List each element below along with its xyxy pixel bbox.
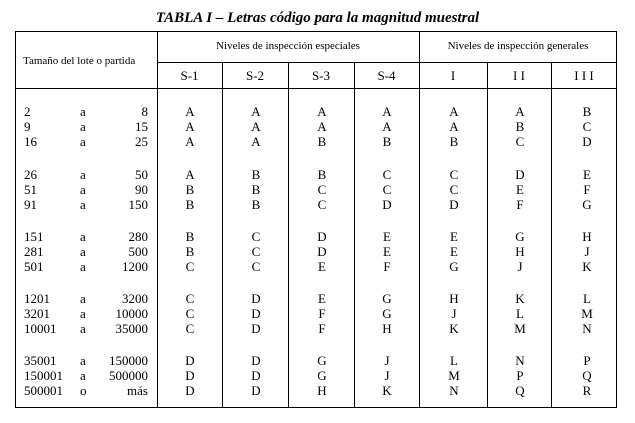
code-letter-s3: D xyxy=(317,244,327,259)
special-levels-header: Niveles de inspección especiales xyxy=(216,40,360,52)
code-letter-s4: C xyxy=(382,167,392,182)
lot-size-to: 150 xyxy=(128,197,148,212)
code-letter-s1: B xyxy=(185,244,195,259)
divider-group-header xyxy=(157,62,617,63)
code-letter-s2: D xyxy=(251,383,261,398)
code-letter-s2: A xyxy=(251,134,261,149)
lot-size-from: 16 xyxy=(24,134,37,149)
code-letter-i: J xyxy=(451,306,457,321)
lot-size-separator: a xyxy=(80,291,86,306)
code-letter-s3: F xyxy=(318,321,326,336)
lot-size-from: 1201 xyxy=(24,291,50,306)
code-letter-iii: L xyxy=(583,291,591,306)
code-letter-i: K xyxy=(449,321,459,336)
code-letter-s4: J xyxy=(384,353,390,368)
code-letter-iii: J xyxy=(584,244,590,259)
code-letter-iii: C xyxy=(582,119,592,134)
column-header-s4: S-4 xyxy=(377,68,396,83)
lot-size-separator: a xyxy=(80,134,86,149)
code-letter-iii: K xyxy=(582,259,592,274)
code-letter-s1: C xyxy=(185,291,195,306)
lot-size-from: 151 xyxy=(24,229,44,244)
lot-size-from: 9 xyxy=(24,119,31,134)
code-letter-i: H xyxy=(449,291,459,306)
code-letter-s4: E xyxy=(383,244,391,259)
code-letter-ii: A xyxy=(515,104,525,119)
code-letter-s4: K xyxy=(382,383,392,398)
code-letter-iii: M xyxy=(581,306,593,321)
lot-size-separator: a xyxy=(80,182,86,197)
column-header-ii: I I xyxy=(513,68,525,83)
lot-size-separator: a xyxy=(80,244,86,259)
code-letter-s3: C xyxy=(317,197,327,212)
code-letter-s4: E xyxy=(383,229,391,244)
code-letter-s3: G xyxy=(317,368,327,383)
code-letter-s3: A xyxy=(317,119,327,134)
column-header-s3: S-3 xyxy=(311,68,331,83)
code-letter-ii: P xyxy=(516,368,524,383)
divider-i-ii xyxy=(487,62,488,408)
lot-size-from: 501 xyxy=(24,259,44,274)
lot-size-separator: a xyxy=(80,119,86,134)
code-letter-iii: B xyxy=(582,104,592,119)
code-letter-ii: C xyxy=(515,134,525,149)
code-letter-s2: C xyxy=(251,244,261,259)
lot-size-from: 51 xyxy=(24,182,37,197)
code-letter-s1: C xyxy=(185,306,195,321)
code-letter-ii: E xyxy=(516,182,524,197)
lot-size-to: 90 xyxy=(135,182,148,197)
code-letter-ii: H xyxy=(515,244,525,259)
lot-size-to: 50 xyxy=(135,167,148,182)
code-letter-s3: F xyxy=(318,306,326,321)
code-letter-s3: A xyxy=(317,104,327,119)
code-letter-iii: D xyxy=(582,134,592,149)
code-letter-s1: A xyxy=(185,119,195,134)
code-letter-s1: B xyxy=(185,229,195,244)
code-letter-ii: K xyxy=(515,291,525,306)
code-letter-s2: D xyxy=(251,291,261,306)
code-letter-iii: H xyxy=(582,229,592,244)
code-letter-s1: A xyxy=(185,167,195,182)
lot-size-separator: a xyxy=(80,353,86,368)
lot-size-from: 150001 xyxy=(24,368,63,383)
code-letter-s4: G xyxy=(382,306,392,321)
code-letter-s1: D xyxy=(185,353,195,368)
code-letter-ii: Q xyxy=(515,383,525,398)
lot-size-separator: a xyxy=(80,167,86,182)
code-letter-ii: D xyxy=(515,167,525,182)
code-letter-iii: F xyxy=(583,182,591,197)
code-letter-s2: A xyxy=(251,119,261,134)
lot-size-to: 3200 xyxy=(122,291,148,306)
code-letter-i: A xyxy=(449,119,459,134)
lot-size-from: 35001 xyxy=(24,353,57,368)
lot-size-from: 26 xyxy=(24,167,37,182)
lot-size-separator: a xyxy=(80,104,86,119)
code-letter-i: M xyxy=(448,368,460,383)
code-letter-s2: C xyxy=(251,229,261,244)
lot-size-to: 150000 xyxy=(109,353,148,368)
code-letter-s3: G xyxy=(317,353,327,368)
code-letter-s1: D xyxy=(185,368,195,383)
code-letter-s3: C xyxy=(317,182,327,197)
lot-size-separator: o xyxy=(80,383,87,398)
code-letter-s4: B xyxy=(382,134,392,149)
code-letter-i: C xyxy=(449,167,459,182)
lot-size-separator: a xyxy=(80,197,86,212)
code-letter-i: B xyxy=(449,134,459,149)
code-letter-s4: D xyxy=(382,197,392,212)
code-letter-s4: A xyxy=(382,104,392,119)
code-letter-ii: N xyxy=(515,353,525,368)
code-letter-iii: G xyxy=(582,197,592,212)
code-letter-s2: A xyxy=(251,104,261,119)
lot-size-from: 3201 xyxy=(24,306,50,321)
divider-s2-s3 xyxy=(288,62,289,408)
code-letter-iii: R xyxy=(582,383,592,398)
code-letter-i: N xyxy=(449,383,459,398)
divider-ii-iii xyxy=(551,62,552,408)
code-letter-ii: G xyxy=(515,229,525,244)
code-letter-i: D xyxy=(449,197,459,212)
code-letter-i: A xyxy=(449,104,459,119)
code-letter-s4: C xyxy=(382,182,392,197)
code-letter-i: E xyxy=(450,244,458,259)
code-letter-ii: B xyxy=(515,119,525,134)
code-letter-s1: B xyxy=(185,197,195,212)
code-letter-s4: A xyxy=(382,119,392,134)
lot-size-separator: a xyxy=(80,368,86,383)
divider-header-body xyxy=(15,88,617,89)
column-header-i: I xyxy=(450,68,456,83)
column-header-iii: I I I xyxy=(574,68,594,83)
code-letter-s2: B xyxy=(251,197,261,212)
code-letter-iii: P xyxy=(583,353,591,368)
lot-size-to: 500000 xyxy=(109,368,148,383)
code-letter-iii: Q xyxy=(582,368,592,383)
code-letter-i: C xyxy=(449,182,459,197)
lot-size-from: 10001 xyxy=(24,321,57,336)
code-letter-s1: C xyxy=(185,259,195,274)
code-letter-s4: G xyxy=(382,291,392,306)
code-letter-s2: D xyxy=(251,306,261,321)
code-letter-s3: B xyxy=(317,167,327,182)
lot-size-to: más xyxy=(127,383,148,398)
code-letter-s3: E xyxy=(318,259,326,274)
lot-size-header: Tamaño del lote o partida xyxy=(23,55,136,67)
code-letter-ii: M xyxy=(514,321,526,336)
code-letter-s1: C xyxy=(185,321,195,336)
code-letter-s3: B xyxy=(317,134,327,149)
code-letter-iii: N xyxy=(582,321,592,336)
code-letter-s2: B xyxy=(251,182,261,197)
code-letter-s1: A xyxy=(185,134,195,149)
divider-s1-s2 xyxy=(222,62,223,408)
code-letter-s3: E xyxy=(318,291,326,306)
code-letter-s2: C xyxy=(251,259,261,274)
divider-s3-s4 xyxy=(354,62,355,408)
code-letter-i: G xyxy=(449,259,459,274)
lot-size-to: 10000 xyxy=(115,306,148,321)
code-letter-s1: B xyxy=(185,182,195,197)
code-letter-ii: L xyxy=(516,306,524,321)
lot-size-separator: a xyxy=(80,259,86,274)
code-letter-s1: A xyxy=(185,104,195,119)
column-header-s1: S-1 xyxy=(180,68,199,83)
code-letter-s4: F xyxy=(383,259,391,274)
lot-size-to: 25 xyxy=(135,134,148,149)
general-levels-header: Niveles de inspección generales xyxy=(447,40,589,52)
column-header-s2: S-2 xyxy=(245,68,265,83)
code-letter-i: E xyxy=(450,229,458,244)
lot-size-from: 91 xyxy=(24,197,37,212)
lot-size-to: 35000 xyxy=(115,321,148,336)
code-letter-s4: H xyxy=(382,321,392,336)
code-letter-s2: D xyxy=(251,353,261,368)
code-letter-ii: J xyxy=(517,259,523,274)
lot-size-separator: a xyxy=(80,229,86,244)
lot-size-to: 8 xyxy=(141,104,148,119)
code-letter-s4: J xyxy=(384,368,390,383)
lot-size-to: 280 xyxy=(128,229,148,244)
lot-size-to: 500 xyxy=(128,244,148,259)
code-letter-ii: F xyxy=(516,197,524,212)
code-letter-s1: D xyxy=(185,383,195,398)
code-letter-s3: H xyxy=(317,383,327,398)
code-letter-s2: B xyxy=(251,167,261,182)
table-title: TABLA I – Letras código para la magnitud muestral xyxy=(155,10,480,26)
lot-size-separator: a xyxy=(80,306,86,321)
code-letter-s3: D xyxy=(317,229,327,244)
lot-size-to: 1200 xyxy=(122,259,148,274)
lot-size-from: 500001 xyxy=(24,383,63,398)
lot-size-from: 2 xyxy=(24,104,31,119)
code-letter-s2: D xyxy=(251,321,261,336)
code-letter-i: L xyxy=(450,353,458,368)
lot-size-to: 15 xyxy=(135,119,148,134)
code-letter-s2: D xyxy=(251,368,261,383)
lot-size-from: 281 xyxy=(24,244,44,259)
lot-size-separator: a xyxy=(80,321,86,336)
code-letter-iii: E xyxy=(583,167,591,182)
